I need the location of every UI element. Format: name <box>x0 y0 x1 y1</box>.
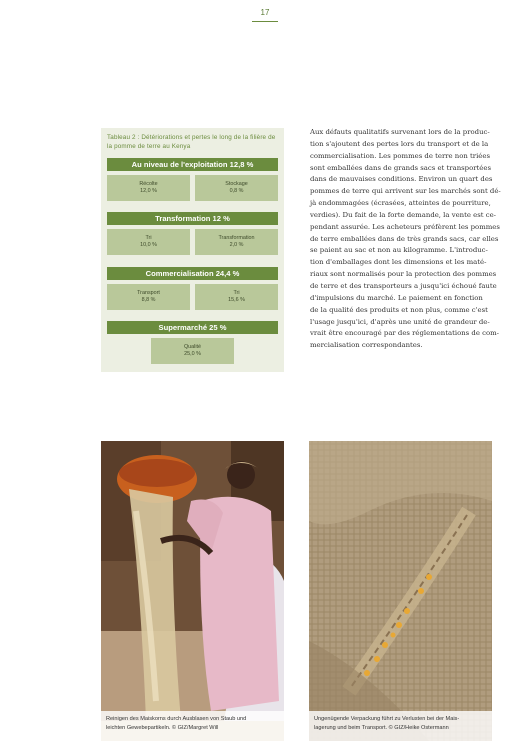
body-line: de la qualité des produits et non plus, comme c'est <box>310 305 488 314</box>
cell-label: Tri <box>145 235 152 241</box>
cell-label: Qualité <box>183 344 202 350</box>
winnowing-illustration <box>101 441 284 741</box>
section-supermarket-title: Supermarché 25 % <box>107 321 278 334</box>
caption-line: lagerung und beim Transport. © GIZ/Heike Ostermann <box>314 725 449 731</box>
body-line: de terre et des transporteurs a jusqu'ici échoué faute <box>310 281 497 290</box>
page-number-rule <box>252 21 278 22</box>
page-number: 17 <box>260 8 270 17</box>
cell-quality <box>151 338 234 364</box>
body-line: riaux sont normalisés pour la protection des pommes <box>310 270 497 279</box>
section-marketing-title: Commercialisation 24,4 % <box>107 267 278 280</box>
cell-value: 15,6 % <box>228 297 245 303</box>
body-line: de terre emballées dans de très grands sacs, car elles <box>310 234 499 243</box>
body-text <box>310 127 501 352</box>
body-line: d'impulsions du marché. Le paiement en fonction <box>310 293 483 302</box>
photo-caption-left <box>101 711 284 741</box>
cell-harvest <box>107 175 190 201</box>
caption-line: Ungenügende Verpackung führt zu Verlusten bei der Mais- <box>314 716 460 722</box>
body-line: commercialisation. Les pommes de terre non triées <box>310 151 490 160</box>
body-line: l'usage jusqu'ici, d'après une unité de grandeur de- <box>310 317 490 326</box>
body-line: tion s'ajoutent des pertes lors du transport et de la <box>310 139 489 148</box>
body-line: sont emballées dans de grands sacs et transportées <box>310 163 491 172</box>
body-line: mercialisation correspondantes. <box>310 341 423 350</box>
body-line: Aux défauts qualitatifs survenant lors de la produc- <box>310 128 490 136</box>
photo-caption-right <box>309 711 492 741</box>
cell-sorting <box>107 229 190 255</box>
cell-value: 2,0 % <box>229 242 244 248</box>
cell-value: 25,0 % <box>184 351 201 357</box>
cell-label: Stockage <box>225 181 248 187</box>
cell-label: Transport <box>137 290 160 296</box>
photo-maize-winnowing <box>101 441 284 741</box>
caption-line: leichten Gewebepartikeln. © GIZ/Margret Will <box>106 725 219 731</box>
body-line: dans de mauvaises conditions. Environ un quart des <box>310 175 493 184</box>
body-line: vrait être encouragé par des réglementations de com- <box>310 329 499 338</box>
body-line: verdies). Du fait de la forte demande, la vente est ce- <box>310 210 496 219</box>
cell-processing <box>195 229 278 255</box>
cell-value: 0,8 % <box>229 188 244 194</box>
cell-value: 8,8 % <box>141 297 156 303</box>
section-processing-title: Transformation 12 % <box>107 212 278 225</box>
cell-transport <box>107 284 190 310</box>
loss-table <box>101 128 284 372</box>
body-line: pendant assurée. Les acheteurs préfèrent les pommes <box>310 222 500 231</box>
cell-label: Tri <box>233 290 240 296</box>
photo-jute-sack <box>309 441 492 741</box>
cell-label: Transformation <box>218 235 255 241</box>
section-farm-title: Au niveau de l'exploitation 12,8 % <box>107 158 278 171</box>
cell-value: 10,0 % <box>140 242 157 248</box>
body-line: tion d'emballages dont les dimensions et les maté- <box>310 258 487 267</box>
table-caption: Tableau 2 : Détériorations et pertes le long de la filière de la pomme de terre au Kenya <box>107 134 276 150</box>
cell-sorting-2 <box>195 284 278 310</box>
cell-value: 12,0 % <box>140 188 157 194</box>
cell-storage <box>195 175 278 201</box>
cell-label: Récolte <box>139 181 158 187</box>
jute-sack-illustration <box>309 441 492 741</box>
caption-line: Reinigen des Maiskorns durch Ausblasen von Staub und <box>106 716 247 722</box>
body-line: se paient au sac et non au kilogramme. L'introduc- <box>310 246 488 255</box>
body-line: pommes de terre qui arrivent sur les marchés sont dé- <box>310 187 501 196</box>
body-line: jà endommagées (écrasées, atteintes de pourriture, <box>310 199 491 208</box>
